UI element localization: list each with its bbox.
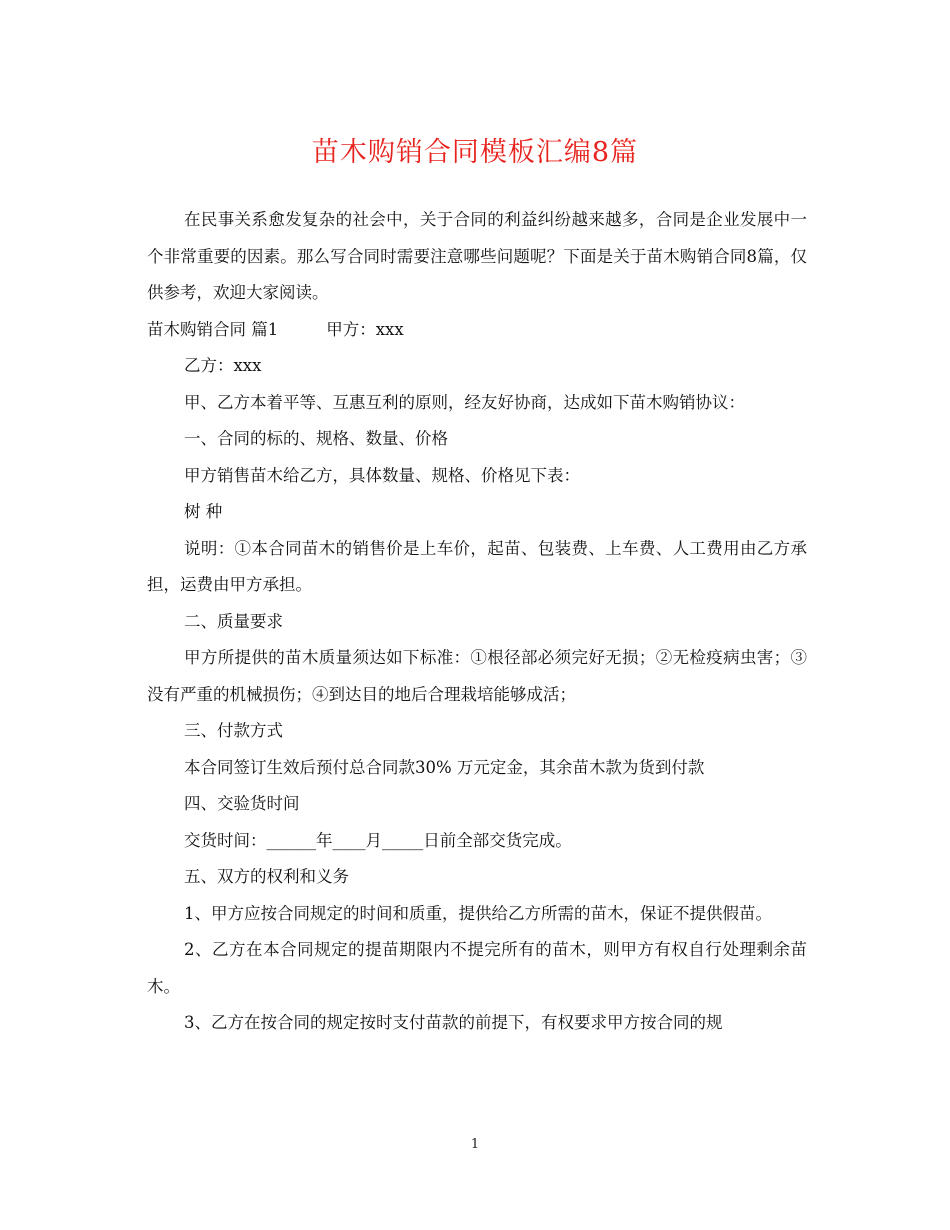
intro-paragraph: 在民事关系愈发复杂的社会中，关于合同的利益纠纷越来越多，合同是企业发展中一个非常重要的因素。那么写合同时需要注意哪些问题呢？下面是关于苗木购销合同8篇，仅供参考，欢迎大家阅读。 [147, 210, 807, 302]
section-heading-line [147, 312, 807, 349]
table-header: 树 种 [184, 502, 223, 521]
clause5-item2: 2、乙方在本合同规定的提苗期限内不提完所有的苗木，则甲方有权自行处理剩余苗木。 [147, 940, 807, 996]
clause2-text: 甲方所提供的苗木质量须达如下标准：①根径部必须完好无损；②无检疫病虫害；③没有严重的机械损伤；④到达目的地后合理栽培能够成活； [147, 648, 807, 704]
clause4-text: 交货时间：______年____月_____日前全部交货完成。 [184, 830, 572, 850]
party-b: 乙方：xxx [184, 356, 262, 375]
clause2-heading: 二、质量要求 [184, 611, 283, 631]
preamble-paragraph: 甲、乙方本着平等、互惠互利的原则，经友好协商，达成如下苗木购销协议： [184, 392, 745, 412]
note-paragraph: 说明：①本合同苗木的销售价是上车价，起苗、包装费、上车费、人工费用由乙方承担，运费由甲方承担。 [147, 538, 807, 594]
document-body [147, 202, 807, 1042]
party-a: 甲方：xxx [326, 319, 404, 339]
page-number: 1 [470, 1137, 480, 1152]
clause1-heading: 一、合同的标的、规格、数量、价格 [184, 429, 448, 448]
clause5-item1: 1、甲方应按合同规定的时间和质重，提供给乙方所需的苗木，保证不提供假苗。 [184, 903, 772, 923]
section-label: 苗木购销合同 篇1 [147, 319, 279, 339]
clause5-heading: 五、双方的权利和义务 [184, 867, 349, 886]
clause5-item3: 3、乙方在按合同的规定按时支付苗款的前提下，有权要求甲方按合同的规 [184, 1013, 723, 1032]
clause3-text: 本合同签订生效后预付总合同款30% 万元定金，其余苗木款为货到付款 [184, 757, 705, 777]
clause4-heading: 四、交验货时间 [184, 794, 300, 813]
document-title: 苗木购销合同模板汇编8篇 [311, 137, 639, 168]
clause3-heading: 三、付款方式 [184, 721, 283, 740]
clause1-text: 甲方销售苗木给乙方，具体数量、规格、价格见下表： [184, 465, 580, 485]
